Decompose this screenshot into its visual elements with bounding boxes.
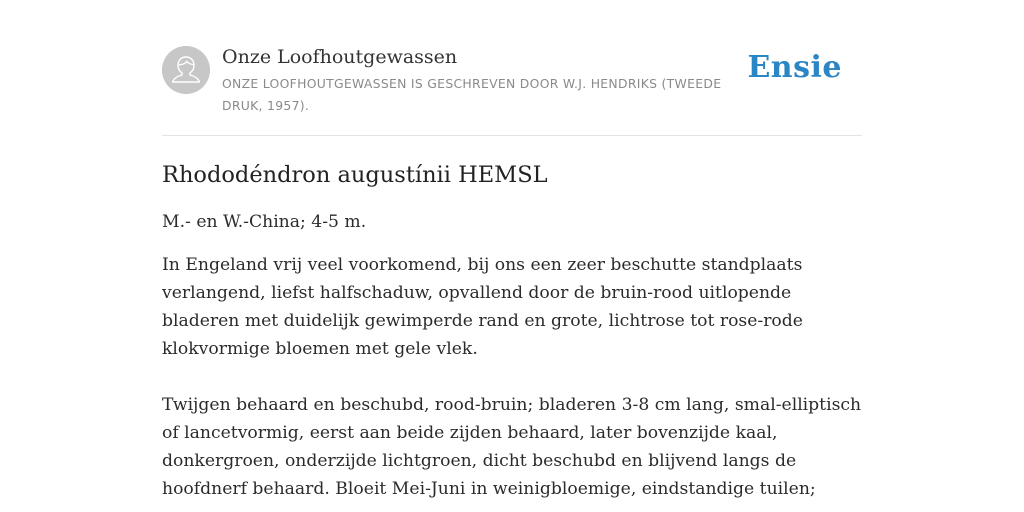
collection-header: [162, 46, 862, 136]
brand-logo[interactable]: Ensie: [747, 50, 842, 85]
article-paragraph: In Engeland vrij veel voorkomend, bij ons een zeer beschutte standplaats verlangend, liefst halfschaduw, opvallend door de bruin-rood uitlopende bladeren met duidelijk gewimperde rand en grote, lichtrose tot rose-rode klokvormige bloemen met gele vlek.: [162, 255, 803, 359]
article-paragraph: Twijgen behaard en beschubd, rood-bruin; bladeren 3-8 cm lang, smal-elliptisch of lancetvormig, eerst aan beide zijden behaard, later bovenzijde kaal, donkergroen, onderzijde lichtgroen, dicht beschubd en blijvend langs de hoofdnerf behaard. Bloeit Mei-Juni in weinigbloemige, eindstandige tuilen;: [162, 395, 862, 499]
user-icon[interactable]: [162, 46, 210, 94]
header-divider: [162, 135, 862, 136]
collection-title[interactable]: Onze Loofhoutgewassen: [222, 46, 458, 68]
article-region: M.- en W.-China; 4-5 m.: [162, 212, 367, 232]
article-title: Rhododéndron augustínii HEMSL: [162, 162, 548, 188]
user-icon-graphic: [162, 46, 210, 94]
collection-description: ONZE LOOFHOUTGEWASSEN IS GESCHREVEN DOOR W.J. HENDRIKS (TWEEDE DRUK, 1957).: [222, 76, 722, 113]
article: [162, 158, 862, 503]
